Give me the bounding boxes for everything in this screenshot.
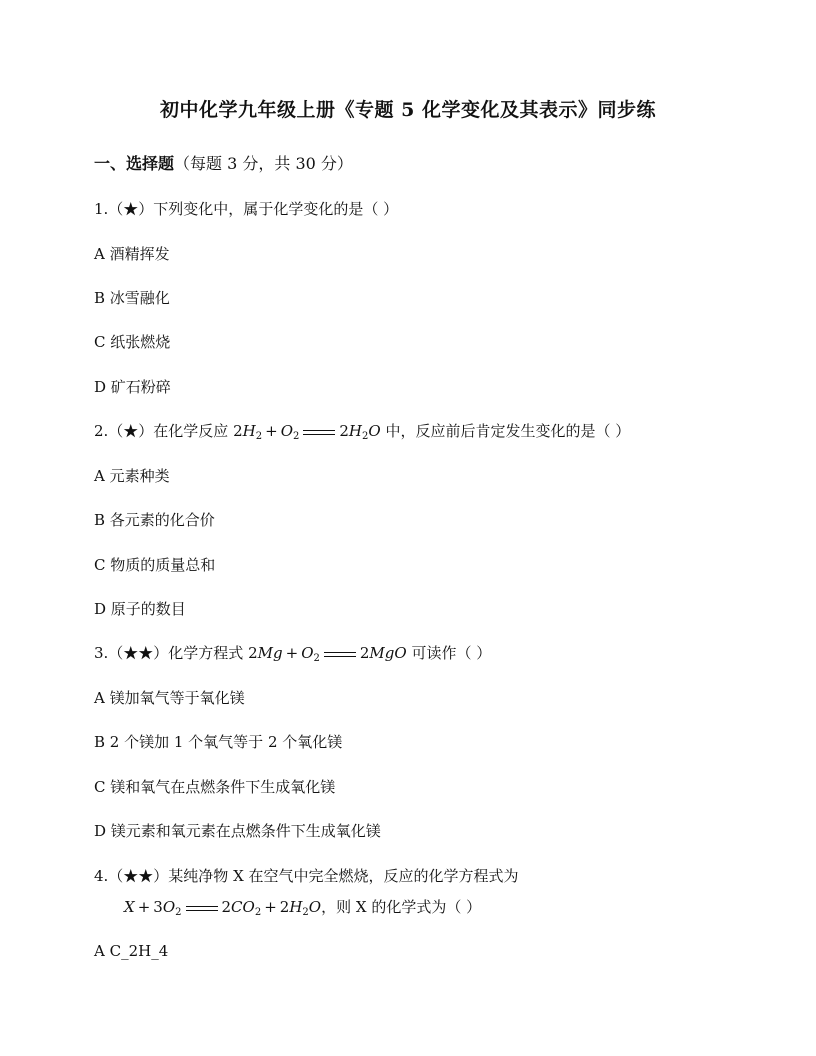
question-2-stem-after: 中，反应前后肯定发生变化的是（ ） xyxy=(385,422,631,440)
question-2-option-b: B 各元素的化合价 xyxy=(94,511,215,529)
question-3-option-a: A 镁加氧气等于氧化镁 xyxy=(94,689,245,707)
equation-2h2-o2: $2H_2 + O_2$ $2H_2O$ xyxy=(233,422,381,442)
question-2-stem-before: 2.（★）在化学反应 xyxy=(94,422,229,440)
question-4-stem-line2 xyxy=(124,897,481,917)
question-2-option-a: A 元素种类 xyxy=(94,467,170,485)
section-heading-note: （每题 3 分，共 30 分） xyxy=(174,154,353,173)
question-4-stem-line1: 4.（★★）某纯净物 X 在空气中完全燃烧，反应的化学方程式为 xyxy=(94,867,519,885)
question-1-option-c: C 纸张燃烧 xyxy=(94,333,171,351)
question-3-option-b: B 2 个镁加 1 个氧气等于 2 个氧化镁 xyxy=(94,733,343,751)
equals-sign-icon xyxy=(303,428,335,436)
question-3-stem-before: 3.（★★）化学方程式 xyxy=(94,644,244,662)
question-3-option-c: C 镁和氧气在点燃条件下生成氧化镁 xyxy=(94,778,336,796)
page-title: 初中化学九年级上册《专题 5 化学变化及其表示》同步练 xyxy=(160,99,656,121)
equation-2mg-o2: $2Mg + O_2$ 2MgO xyxy=(248,644,407,664)
question-1-stem: 1.（★）下列变化中，属于化学变化的是（ ） xyxy=(94,200,399,218)
equals-sign-icon xyxy=(186,904,218,912)
question-2-option-d: D 原子的数目 xyxy=(94,600,186,618)
question-2-option-c: C 物质的质量总和 xyxy=(94,556,216,574)
equals-sign-icon xyxy=(324,650,356,658)
question-3-option-d: D 镁元素和氧元素在点燃条件下生成氧化镁 xyxy=(94,822,381,840)
question-4-stem-after: ，则 X 的化学式为（ ） xyxy=(321,898,482,916)
question-3-stem xyxy=(94,643,491,663)
section-heading-label: 一、选择题 xyxy=(94,154,175,173)
question-3-stem-after: 可读作（ ） xyxy=(411,644,492,662)
question-4-option-a: A C_2H_4 xyxy=(94,942,169,960)
question-1-option-a: A 酒精挥发 xyxy=(94,245,170,263)
question-1-option-b: B 冰雪融化 xyxy=(94,289,170,307)
question-2-stem xyxy=(94,421,630,441)
section-heading xyxy=(94,151,353,174)
equation-x-3o2: $X + 3O_2$ $2CO_2 + 2H_2O$ xyxy=(124,898,322,918)
question-1-option-d: D 矿石粉碎 xyxy=(94,378,171,396)
